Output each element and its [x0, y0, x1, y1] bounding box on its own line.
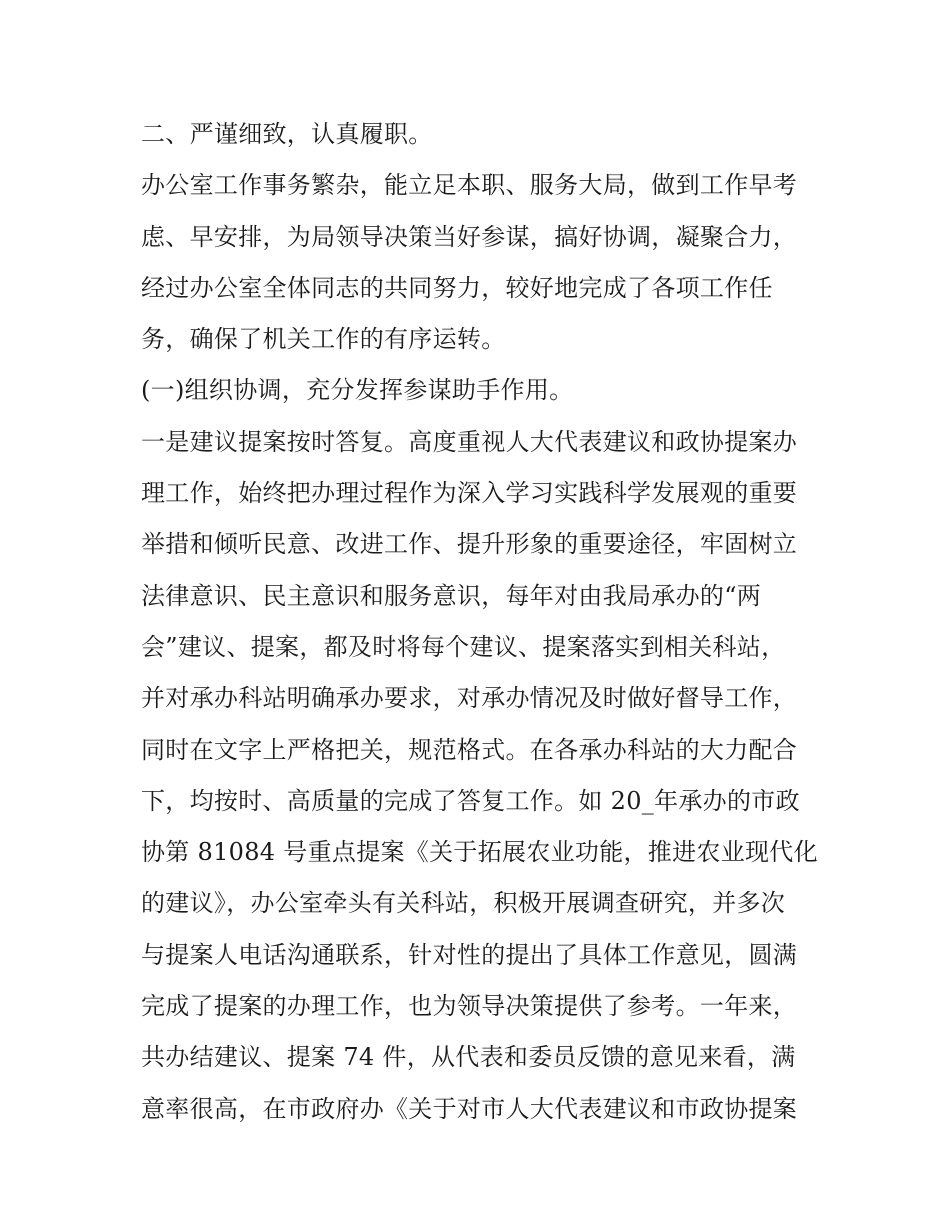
paragraph-line: 并对承办科站明确承办要求，对承办情况及时做好督导工作， [141, 684, 798, 713]
paragraph-line: 意率很高，在市政府办《关于对市人大代表建议和市政协提案 [141, 1094, 798, 1123]
paragraph-line: 的建议》，办公室牵头有关科站，积极开展调查研究，并多次 [141, 889, 786, 918]
paragraph-line: 经过办公室全体同志的共同努力，较好地完成了各项工作任 [141, 273, 773, 302]
paragraph-line: 一是建议提案按时答复。高度重视人大代表建议和政协提案办 [141, 427, 798, 456]
subsection-heading: (一)组织协调，充分发挥参谋助手作用。 [141, 376, 574, 405]
paragraph-line: 同时在文字上严格把关，规范格式。在各承办科站的大力配合 [141, 735, 798, 764]
section-heading: 二、严谨细致，认真履职。 [141, 120, 433, 148]
paragraph-line: 举措和倾听民意、改进工作、提升形象的重要途径，牢固树立 [141, 530, 798, 559]
paragraph-line: 法律意识、民主意识和服务意识，每年对由我局承办的“两 [141, 581, 762, 610]
document-body [141, 109, 821, 1135]
paragraph-line: 共办结建议、提案 74 件，从代表和委员反馈的意见来看，满 [141, 1043, 796, 1072]
paragraph-line: 与提案人电话沟通联系，针对性的提出了具体工作意见，圆满 [141, 940, 798, 969]
paragraph-line: 理工作，始终把办理过程作为深入学习实践科学发展观的重要 [141, 479, 798, 508]
paragraph-line: 完成了提案的办理工作，也为领导决策提供了参考。一年来， [141, 992, 798, 1021]
paragraph-line: 虑、早安排，为局领导决策当好参谋，搞好协调，凝聚合力， [141, 222, 798, 251]
paragraph-line: 办公室工作事务繁杂，能立足本职、服务大局，做到工作早考 [141, 171, 798, 200]
paragraph-line: 务，确保了机关工作的有序运转。 [141, 325, 506, 354]
paragraph-line: 会”建议、提案，都及时将每个建议、提案落实到相关科站， [141, 632, 786, 661]
paragraph-line: 下，均按时、高质量的完成了答复工作。如 20_年承办的市政 [141, 786, 800, 815]
paragraph-line: 协第 81084 号重点提案《关于拓展农业功能，推进农业现代化 [141, 838, 818, 867]
